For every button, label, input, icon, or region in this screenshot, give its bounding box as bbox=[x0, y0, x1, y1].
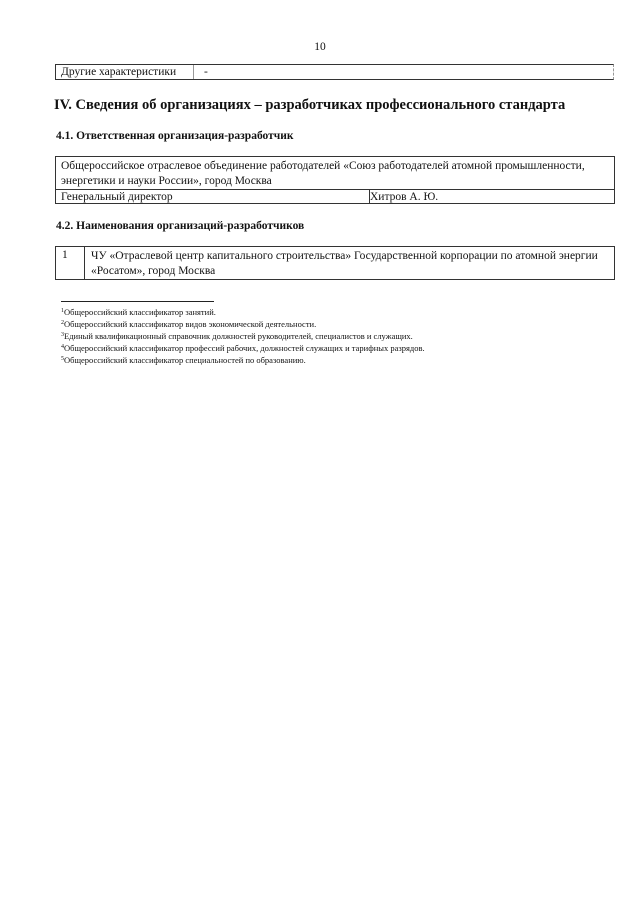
other-characteristics-value: - bbox=[204, 66, 208, 78]
footnote-text: Общероссийский классификатор видов экономической деятельности. bbox=[64, 319, 317, 329]
footnote-mark: 3 bbox=[61, 332, 64, 338]
footnote-mark: 5 bbox=[61, 356, 64, 362]
table-cell-divider bbox=[84, 247, 85, 279]
developer-org-number: 1 bbox=[62, 249, 68, 261]
footnote-mark: 4 bbox=[61, 344, 64, 350]
footnote-separator bbox=[61, 301, 214, 302]
responsible-org-heading: 4.1. Ответственная организация-разработчик bbox=[56, 130, 294, 142]
other-characteristics-label: Другие характеристики bbox=[61, 66, 177, 78]
footnote-text: Общероссийский классификатор специальностей по образованию. bbox=[64, 355, 306, 365]
footnote-mark: 1 bbox=[61, 308, 64, 314]
responsible-org-person: Хитров А. Ю. bbox=[370, 191, 439, 203]
footnote-text: Общероссийский классификатор занятий. bbox=[64, 307, 216, 317]
footnote-item bbox=[61, 342, 621, 354]
footnote-item bbox=[61, 354, 621, 366]
responsible-org-name: Общероссийское отраслевое объединение работодателей «Союз работодателей атомной промышленности, энергетики и науки России», город Москва bbox=[61, 160, 585, 187]
footnote-text: Общероссийский классификатор профессий рабочих, должностей служащих и тарифных разрядов. bbox=[64, 343, 425, 353]
footnote-text: Единый квалификационный справочник должностей руководителей, специалистов и служащих. bbox=[64, 331, 413, 341]
section-title: IV. Сведения об организациях – разработчиках профессионального стандарта bbox=[54, 97, 566, 113]
responsible-org-table bbox=[55, 156, 615, 204]
footnotes-list bbox=[61, 306, 621, 366]
footnote-item bbox=[61, 306, 621, 318]
footnote-mark: 2 bbox=[61, 320, 64, 326]
developer-orgs-table bbox=[55, 246, 615, 280]
developer-org-name: ЧУ «Отраслевой центр капитального строительства» Государственной корпорации по атомной энергии «Росатом», город Москва bbox=[91, 250, 598, 277]
responsible-org-position: Генеральный директор bbox=[61, 191, 173, 203]
developer-orgs-heading: 4.2. Наименования организаций-разработчиков bbox=[56, 220, 305, 232]
page-number: 10 bbox=[314, 41, 326, 53]
footnote-item bbox=[61, 330, 621, 342]
other-characteristics-row bbox=[55, 64, 614, 80]
footnote-item bbox=[61, 318, 621, 330]
cell-divider bbox=[193, 65, 194, 79]
